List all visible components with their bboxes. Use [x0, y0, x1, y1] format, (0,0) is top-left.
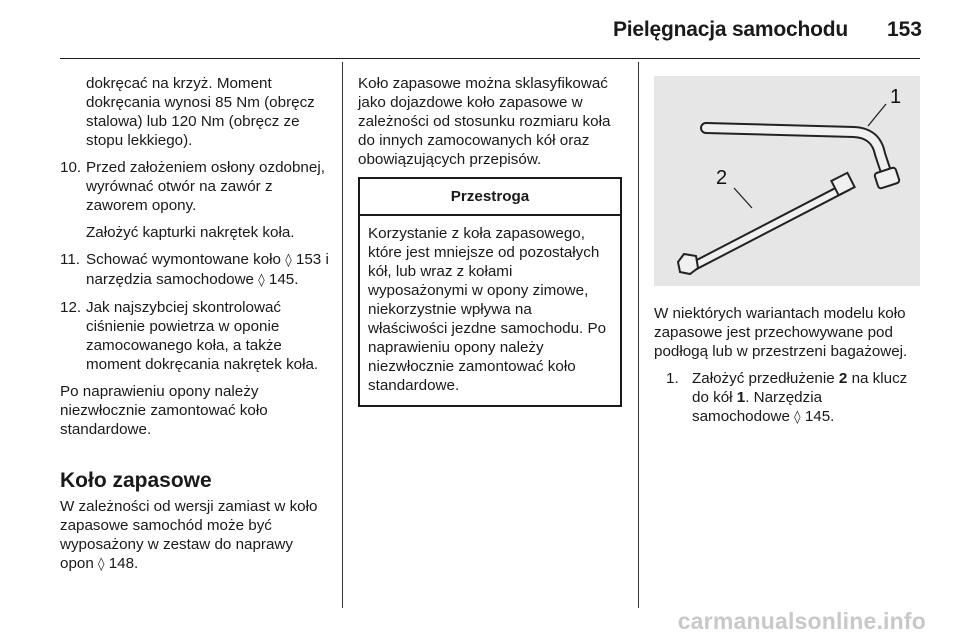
step-number: 1. [666, 370, 679, 387]
caution-box [358, 177, 622, 407]
header-rule [60, 58, 920, 59]
page-ref-link[interactable]: 153 [295, 251, 322, 268]
section-paragraph [60, 497, 330, 574]
page-ref-icon: ◊ [285, 253, 292, 268]
caution-text: Korzystanie z koła zapasowego, które jest mniejsze od pozostałych kół, lub wraz z kołami wyposażonymi w opony zimowe, niekorzystnie wpływa na właściwości jezdne samochodu. Po naprawieniu opony należy niezwłocznie zamontować koło standardowe. [368, 225, 607, 394]
wrench-illustration [654, 76, 920, 286]
wheel-wrench-figure [654, 76, 920, 286]
column-divider-2 [638, 62, 639, 608]
list-item [60, 298, 330, 374]
step-text: . [294, 271, 299, 288]
column-1 [60, 74, 330, 582]
step-subtext: Założyć kapturki nakrętek koła. [86, 224, 295, 241]
storage-intro: W niektórych wariantach modelu koło zapasowe jest przechowywane pod podłogą lub w przestrzeni bagażowej. [654, 305, 908, 360]
step-bold-ref: 1 [736, 389, 746, 406]
label-1-leader [868, 104, 886, 126]
wrench-socket [874, 167, 900, 189]
figure-label-1: 1 [890, 86, 902, 108]
figure-label-2: 2 [716, 167, 728, 189]
step-text: i narzędzia samochodowe [86, 251, 329, 288]
page-ref-link[interactable]: 145 [804, 408, 831, 425]
steps-list [60, 158, 330, 374]
caution-title: Przestroga [360, 179, 620, 216]
step-text: Przed założeniem osłony ozdobnej, wyrównać otwór na zawór z zaworem opony. [86, 159, 325, 214]
step-bold-ref: 2 [838, 370, 848, 387]
section-text: W zależności od wersji zamiast w koło zapasowe samochód może być wyposażony w zestaw do naprawy opon [60, 498, 318, 572]
page-ref-link[interactable]: 148 [108, 555, 135, 572]
step-9-continuation: dokręcać na krzyż. Moment dokręcania wynosi 85 Nm (obręcz stalowa) lub 120 Nm (obręcz ze stopu lekkiego). [86, 75, 315, 149]
list-item [60, 250, 330, 290]
page-number: 153 [886, 18, 922, 41]
extension-hex-end [678, 254, 698, 274]
extension-bar-highlight [690, 186, 848, 268]
section-text-end: . [134, 555, 139, 572]
step-number: 11. [60, 251, 80, 268]
steps-list-3 [654, 369, 920, 427]
column-divider-1 [342, 62, 343, 608]
after-repair-note: Po naprawieniu opony należy niezwłocznie zamontować koło standardowe. [60, 383, 268, 438]
section-heading: Koło zapasowe [60, 469, 212, 492]
list-item [60, 158, 330, 242]
step-text: Schować wymontowane koło [86, 251, 286, 268]
page-ref-icon: ◊ [258, 273, 265, 288]
step-number: 10. [60, 159, 82, 176]
page-ref-icon: ◊ [794, 410, 801, 425]
step-number: 12. [60, 299, 82, 316]
column-2 [358, 74, 624, 407]
step-text: na klucz do kół [692, 370, 908, 406]
page-ref-icon: ◊ [98, 557, 105, 572]
column-3 [654, 304, 920, 435]
step-text: Założyć przedłużenie [692, 370, 839, 387]
list-item [666, 369, 920, 427]
watermark: carmanualsonline.info [677, 608, 926, 634]
label-2-leader [734, 188, 752, 208]
page-ref-link[interactable]: 145 [268, 271, 295, 288]
page-title: Pielęgnacja samochodu [612, 18, 848, 41]
step-text: . Narzędzia samochodowe [692, 389, 823, 425]
step-text: Jak najszybciej skontrolować ciśnienie powietrza w oponie zamocowanego koła, a także moment dokręcania nakrętek koła. [86, 299, 319, 373]
step-text-end: . [830, 408, 835, 425]
spare-wheel-intro: Koło zapasowe można sklasyfikować jako dojazdowe koło zapasowe w zależności od stosunku rozmiaru koła do innych zamocowanych kół oraz obowiązujących przepisów. [358, 75, 611, 168]
